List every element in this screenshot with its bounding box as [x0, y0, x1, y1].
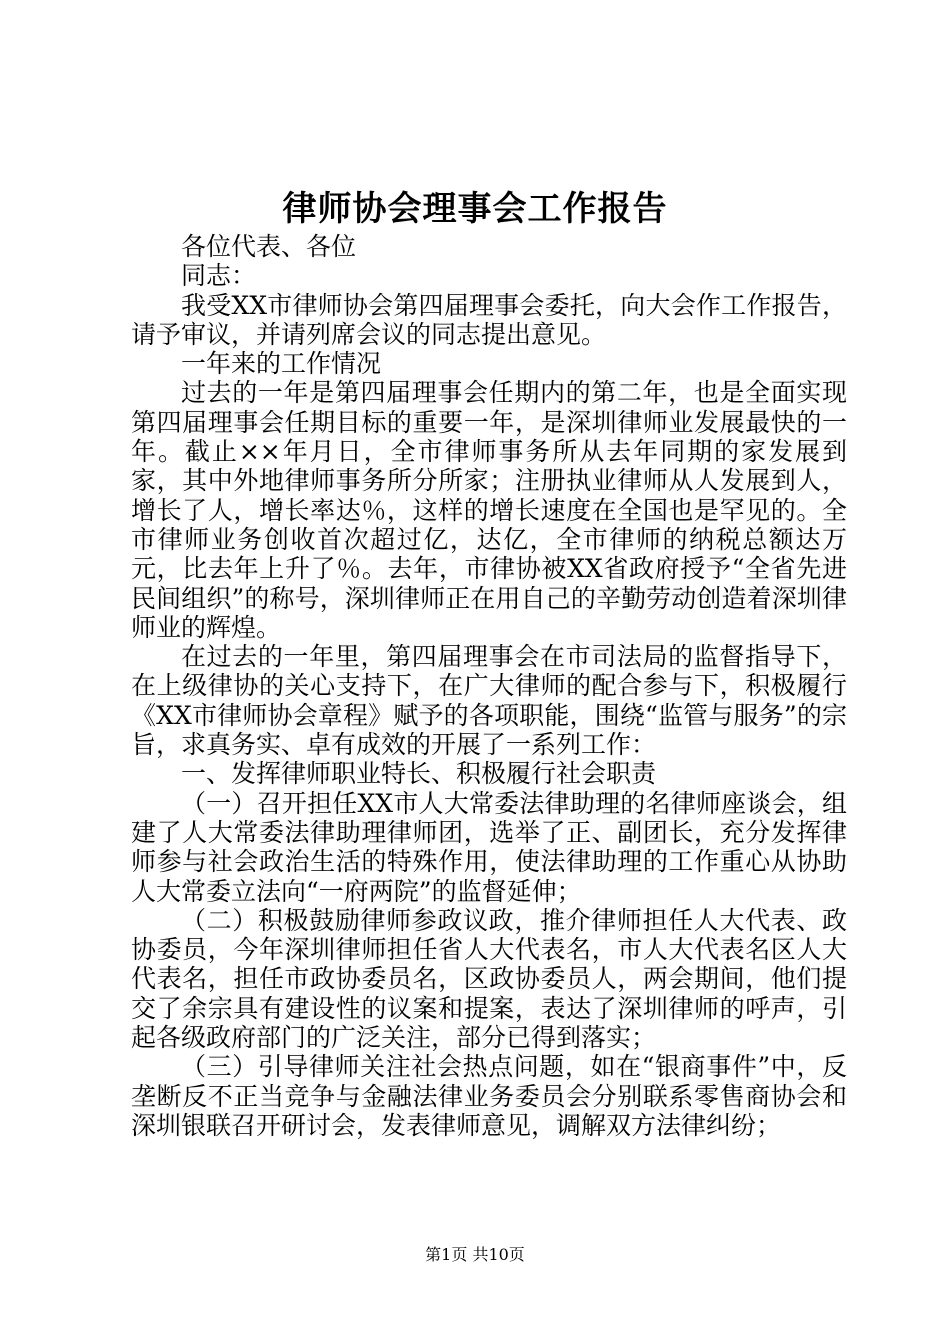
page-number-footer: 第1页 共10页 [425, 1245, 525, 1264]
paragraph-section-heading: 一年来的工作情况 [181, 349, 382, 379]
document-body [131, 232, 847, 1140]
paragraph-heading-1: 一、发挥律师职业特长、积极履行社会职责 [181, 759, 657, 789]
paragraph-intro: 我受XX市律师协会第四届理事会委托，向大会作工作报告，请予审议，并请列席会议的同志提出意见。 [131, 290, 847, 349]
paragraph-item-3: （三）引导律师关注社会热点问题，如在“银商事件”中，反垄断反不正当竞争与金融法律业务委员会分别联系零售商协会和深圳银联召开研讨会，发表律师意见，调解双方法律纠纷； [131, 1052, 847, 1140]
paragraph-summary: 在过去的一年里，第四届理事会在市司法局的监督指导下，在上级律协的关心支持下，在广大律师的配合参与下，积极履行《XX市律师协会章程》赋予的各项职能，围绕“监管与服务”的宗旨，求真务实、卓有成效的开展了一系列工作： [131, 642, 847, 760]
document-title: 律师协会理事会工作报告 [282, 189, 668, 229]
paragraph-salutation-1: 各位代表、各位 [181, 232, 357, 261]
paragraph-item-1: （一）召开担任XX市人大常委法律助理的名律师座谈会，组建了人大常委法律助理律师团，选举了正、副团长，充分发挥律师参与社会政治生活的特殊作用，使法律助理的工作重心从协助人大常委立法向“一府两院”的监督延伸； [131, 788, 847, 906]
paragraph-salutation-2: 同志： [181, 261, 257, 291]
paragraph-review: 过去的一年是第四届理事会任期内的第二年，也是全面实现第四届理事会任期目标的重要一年，是深圳律师业发展最快的一年。截止××年月日，全市律师事务所从去年同期的家发展到家，其中外地律师事务所分所家；注册执业律师从人发展到人，增长了人，增长率达％，这样的增长速度在全国也是罕见的。全市律师业务创收首次超过亿，达亿，全市律师的纳税总额达万元，比去年上升了％。去年，市律协被XX省政府授予“全省先进民间组织”的称号，深圳律师正在用自己的辛勤劳动创造着深圳律师业的辉煌。 [131, 378, 847, 642]
paragraph-item-2: （二）积极鼓励律师参政议政，推介律师担任人大代表、政协委员，今年深圳律师担任省人大代表名，市人大代表名区人大代表名，担任市政协委员名，区政协委员人，两会期间，他们提交了余宗具有建设性的议案和提案，表达了深圳律师的呼声，引起各级政府部门的广泛关注，部分已得到落实； [131, 905, 847, 1053]
